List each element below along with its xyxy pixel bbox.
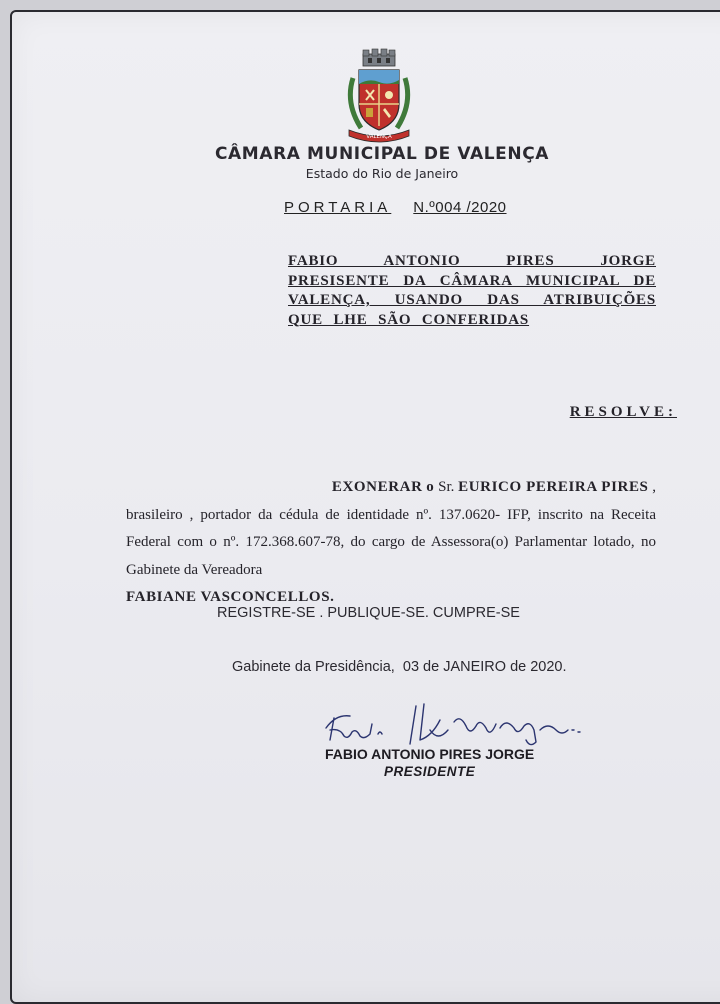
crest-ribbon-label: VALENÇA xyxy=(366,134,392,140)
coat-of-arms-icon xyxy=(339,48,419,144)
title-word: Sr. xyxy=(438,479,455,495)
councilor-name: FABIANE VASCONCELLOS. xyxy=(126,589,335,605)
resolution-first-line xyxy=(126,474,656,502)
connector-word: o xyxy=(426,479,435,495)
person-name: EURICO PEREIRA PIRES xyxy=(458,479,649,495)
resolve-heading: RESOLVE: xyxy=(569,404,677,420)
closing-formula: REGISTRE-SE . PUBLIQUE-SE. CUMPRE-SE xyxy=(217,605,520,621)
institution-name: CÂMARA MUNICIPAL DE VALENÇA xyxy=(214,144,550,164)
resolution-body xyxy=(126,474,656,612)
signatory-role: PRESIDENTE xyxy=(384,764,476,779)
resolution-details: brasileiro , portador da cédula de identidade nº. 137.0620- IFP, inscrito na Receita Federal com o nº. 172.368.607-78, do cargo de Assessora(o) Parlamentar lotado, no Gabinete da Vereadora xyxy=(126,506,656,578)
document-page xyxy=(10,10,720,1004)
name-comma: , xyxy=(652,479,656,495)
action-verb: EXONERAR xyxy=(331,479,423,495)
portaria-label: PORTARIA xyxy=(284,199,392,216)
portaria-number: N.º004 /2020 xyxy=(413,199,507,216)
signatory-name: FABIO ANTONIO PIRES JORGE xyxy=(325,746,535,762)
dateline: Gabinete da Presidência, 03 de JANEIRO de 2020. xyxy=(232,659,567,675)
handwritten-signature xyxy=(320,700,590,752)
state-name: Estado do Rio de Janeiro xyxy=(305,166,459,181)
ementa-text: FABIO ANTONIO PIRES JORGE PRESISENTE DA CÂMARA MUNICIPAL DE VALENÇA, USANDO DAS ATRIBUIÇÕES QUE LHE SÃO CONFERIDAS xyxy=(288,253,656,328)
portaria-heading xyxy=(284,199,507,216)
